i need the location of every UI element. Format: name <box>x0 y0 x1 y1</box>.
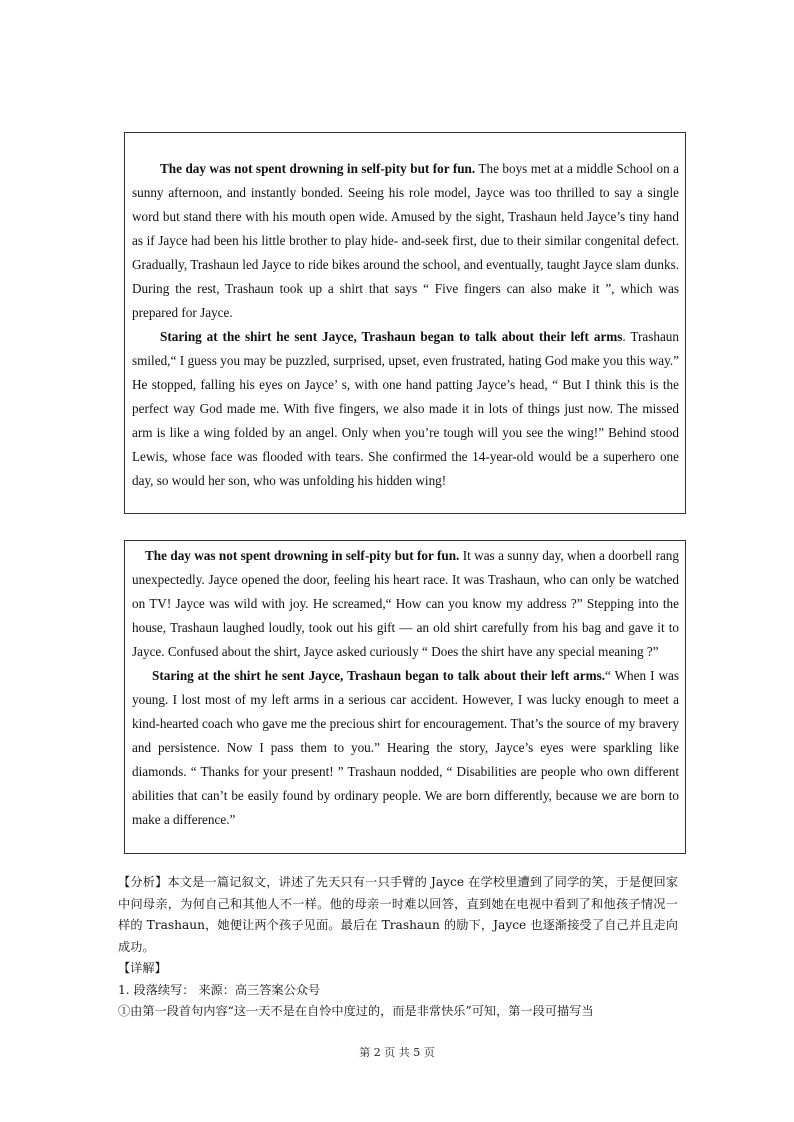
detail-item-1: 1. 段落续写： 来源：高三答案公众号 <box>118 982 321 997</box>
essay1-paragraph-1-lead: The day was not spent drowning in self-pity but for fun. <box>160 161 476 176</box>
essay1-paragraph-1-body: The boys met at a middle School on a sunny afternoon, and instantly bonded. Seeing his role model, Jayce was too thrilled to say a single word but stand there with his mouth open wide. Amused by the sight, Trashaun held Jayce’s tiny hand as if Jayce had been his little brother to play hide- and-seek first, due to their similar congenital defect. Gradually, Trashaun led Jayce to ride bikes around the school, and eventually, taught Jayce slam dunks. During the rest, Trashaun took up a shirt that says “ Five fingers can also make it ”, which was prepared for Jayce. <box>132 161 680 320</box>
essay1-paragraph-2-lead: Staring at the shirt he sent Jayce, Trashaun began to talk about their left arms <box>160 329 623 344</box>
page-footer: 第 2 页 共 5 页 <box>359 1046 435 1059</box>
essay2-paragraph-2 <box>132 664 679 832</box>
detail-heading: 【详解】 <box>118 961 167 975</box>
essay2-paragraph-1-body: It was a sunny day, when a doorbell rang unexpectedly. Jayce opened the door, feeling his heart race. It was Trashaun, who can only be watched on TV! Jayce was wild with joy. He screamed,“ How can you know my address ?” Stepping into the house, Trashaun laughed loudly, took out his gift — an old shirt carefully from his bag and gave it to Jayce. Confused about the shirt, Jayce asked curiously “ Does the shirt have any special meaning ?” <box>132 548 679 659</box>
essay2-paragraph-1 <box>132 544 679 664</box>
essay1-paragraph-2 <box>132 325 679 493</box>
analysis-paragraph: 【分析】本文是一篇记叙文，讲述了先天只有一只手臂的 Jayce 在学校里遭到了同学的笑，于是便回家中问母亲，为何自己和其他人不一样。他的母亲一时难以回答，直到她在电视中看到了和他孩子情况一样的 Trashaun，她便让两个孩子见面。最后在 Trashaun 的励下，Jayce 也逐渐接受了自己并且走向成功。 <box>118 875 678 954</box>
essay1-paragraph-2-body: . Trashaun smiled,“ I guess you may be puzzled, surprised, upset, even frustrated, hating God make you this way.” He stopped, falling his eyes on Jayce’ s, with one hand patting Jayce’s head, “ But I think this is the perfect way God made me. With five fingers, we also made it in lots of things just now. The missed arm is like a wing folded by an angel. Only when you’re tough will you see the wing!” Behind stood Lewis, whose face was flooded with tears. She confirmed the 14-year-old would be a superhero one day, so would her son, who was unfolding his hidden wing! <box>132 329 679 488</box>
essay2-paragraph-2-lead: Staring at the shirt he sent Jayce, Trashaun began to talk about their left arms. <box>152 668 605 683</box>
essay2-paragraph-2-body: “ When I was young. I lost most of my left arms in a serious car accident. However, I was lucky enough to meet a kind-hearted coach who gave me the precious shirt for encouragement. That’s the source of my bravery and persistence. Now I pass them to you.” Hearing the story, Jayce’s eyes were sparkling like diamonds. “ Thanks for your present! ” Trashaun nodded, “ Disabilities are people who own different abilities that can’t be easily found by ordinary people. We are born differently, because we are born to make a difference.” <box>132 668 679 827</box>
essay-box-1 <box>124 132 686 514</box>
essay1-paragraph-1 <box>132 157 679 325</box>
essay2-paragraph-1-lead: The day was not spent drowning in self-pity but for fun. <box>145 548 460 563</box>
essay-box-2 <box>124 540 686 854</box>
analysis-section <box>118 872 678 1023</box>
detail-item-1-sub: ①由第一段首句内容“这一天不是在自怜中度过的，而是非常快乐”可知，第一段可描写当 <box>118 1004 594 1018</box>
